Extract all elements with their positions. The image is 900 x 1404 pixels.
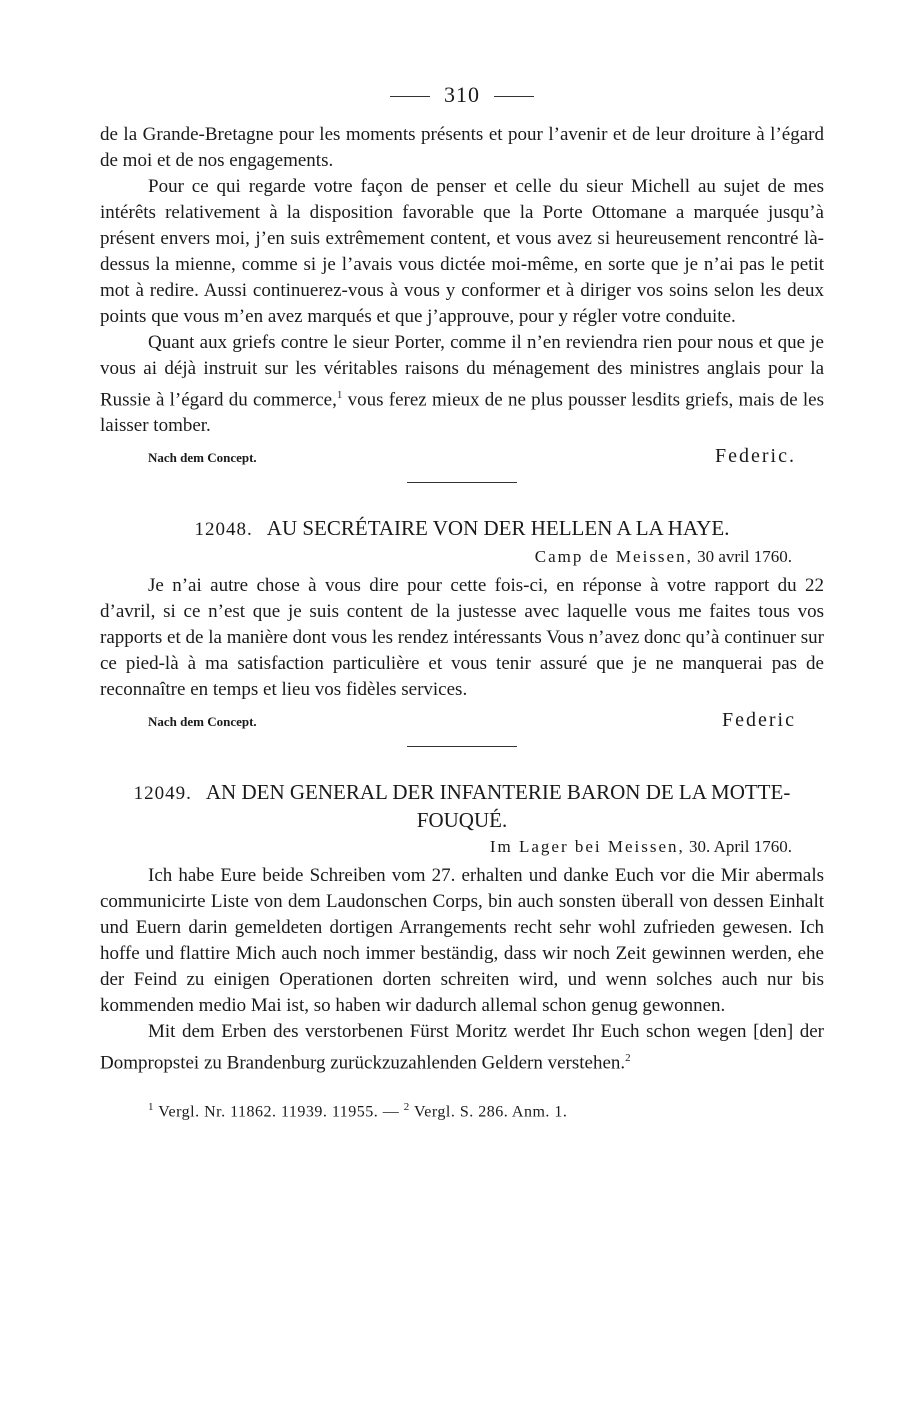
dateline-place: Im Lager bei Meissen,: [489, 837, 685, 857]
page-number-dash-right: [494, 96, 534, 97]
section-divider: [407, 746, 517, 747]
letter-heading-12049: [100, 779, 824, 833]
paragraph-continuation: de la Grande-Bretagne pour les moments présents et pour l’avenir et de leur droiture à l’égard de moi et de nos engagements.: [100, 124, 824, 171]
paragraph-hellen: Je n’ai autre chose à vous dire pour cette fois-ci, en réponse à votre rapport du 22 d’avril, si ce n’est que je suis content de la justesse avec laquelle vous me faites tous vos rapports et de la manière dont vous les rendez intéressants Vous n’avez donc qu’à continuer sur ce pied-là à ma satisfaction particulière et vous tenir assuré que je ne manquerai pas de reconnaître en temps et lieu vos fidèles services.: [100, 575, 824, 701]
source-note: Nach dem Concept.: [148, 450, 257, 466]
letter-title: AU SECRÉTAIRE VON DER HELLEN A LA HAYE.: [266, 516, 730, 541]
paragraph-michell: Pour ce qui regarde votre façon de penser et celle du sieur Michell au sujet de mes intérêts relativement à la disposition favorable que la Porte Ottomane a marquée jusqu’à présent envers moi, j’en suis extrêmement content, et vous avez si heureusement rencontré là-dessus la mienne, comme si je l’avais vous dictée moi-même, en sorte que je n’ai pas le petit mot à redire. Aussi continuerez-vous à vous y conformer et à diriger vos soins selon les deux points que vous m’en avez marqués et que j’approuve, pour y régler votre conduite.: [100, 176, 824, 327]
footnote-text-1: Vergl. Nr. 11862. 11939. 11955. —: [154, 1102, 404, 1120]
signature-line-2: [100, 709, 824, 732]
signature-line-1: [100, 445, 824, 468]
dateline-place: Camp de Meissen,: [534, 547, 693, 567]
footnote-ref-2: 2: [625, 1052, 631, 1065]
paragraph-fouque-1: Ich habe Eure beide Schreiben vom 27. erhalten und danke Euch vor die Mir abermals communicirte Liste von dem Laudonschen Corps, bin auch sonsten überall von dessen Einhalt und Euern darin gemeldeten dortigen Arrangements recht sehr wohl zufrieden gewesen. Ich hoffe und flattire Mich auch noch immer beständig, dass wir noch Zeit gewinnen werden, ehe der Feind zu einigen Operationen dorten schreiten wird, und wenn solches auch nur bis kommenden medio Mai ist, so haben wir dadurch allemal schon genug gewonnen.: [100, 865, 824, 1017]
page-number-dash-left: [390, 96, 430, 97]
letter-heading-12048: [100, 515, 824, 543]
letter-title: AN DEN GENERAL DER INFANTERIE BARON DE LA MOTTE-FOUQUÉ.: [205, 780, 791, 833]
letter-number: 12049.: [133, 783, 192, 805]
document-page: [100, 82, 824, 1121]
source-note: Nach dem Concept.: [148, 714, 257, 730]
footnote-mark-2: 2: [403, 1100, 410, 1113]
dateline-12048: [100, 547, 824, 567]
section-divider: [407, 482, 517, 483]
footnote-text-2: Vergl. S. 286. Anm. 1.: [409, 1102, 568, 1120]
footnotes: [100, 1101, 824, 1121]
letter-number: 12048.: [194, 519, 253, 541]
page-number-text: 310: [444, 82, 480, 107]
paragraph-fouque-2-text: Mit dem Erben des verstorbenen Fürst Moritz werdet Ihr Euch schon wegen [den] der Dompropstei zu Brandenburg zurückzuzahlenden Geldern verstehen.: [100, 1021, 824, 1074]
dateline-date: 30. April 1760.: [689, 837, 792, 857]
dateline-12049: [100, 837, 824, 857]
signature: Federic: [722, 709, 796, 732]
paragraph-porter: [100, 330, 824, 439]
paragraph-porter-text-a: Quant aux griefs contre le sieur Porter, comme il n’en reviendra rien pour nous et que je vous ai déjà instruit sur les véritables raisons du ménagement des ministres anglais pour la Russie à l’égard du commerce,: [100, 332, 824, 411]
paragraph-fouque-2: [100, 1019, 824, 1076]
page-number: [100, 82, 824, 108]
signature: Federic.: [715, 445, 796, 468]
footnote-mark-1: 1: [148, 1100, 154, 1113]
footnote-ref-1: 1: [336, 389, 343, 401]
dateline-date: 30 avril 1760.: [697, 547, 792, 567]
paragraph-porter-text-b: vous ferez mieux de ne plus pousser lesdits griefs, mais de les laisser tomber.: [100, 389, 824, 437]
